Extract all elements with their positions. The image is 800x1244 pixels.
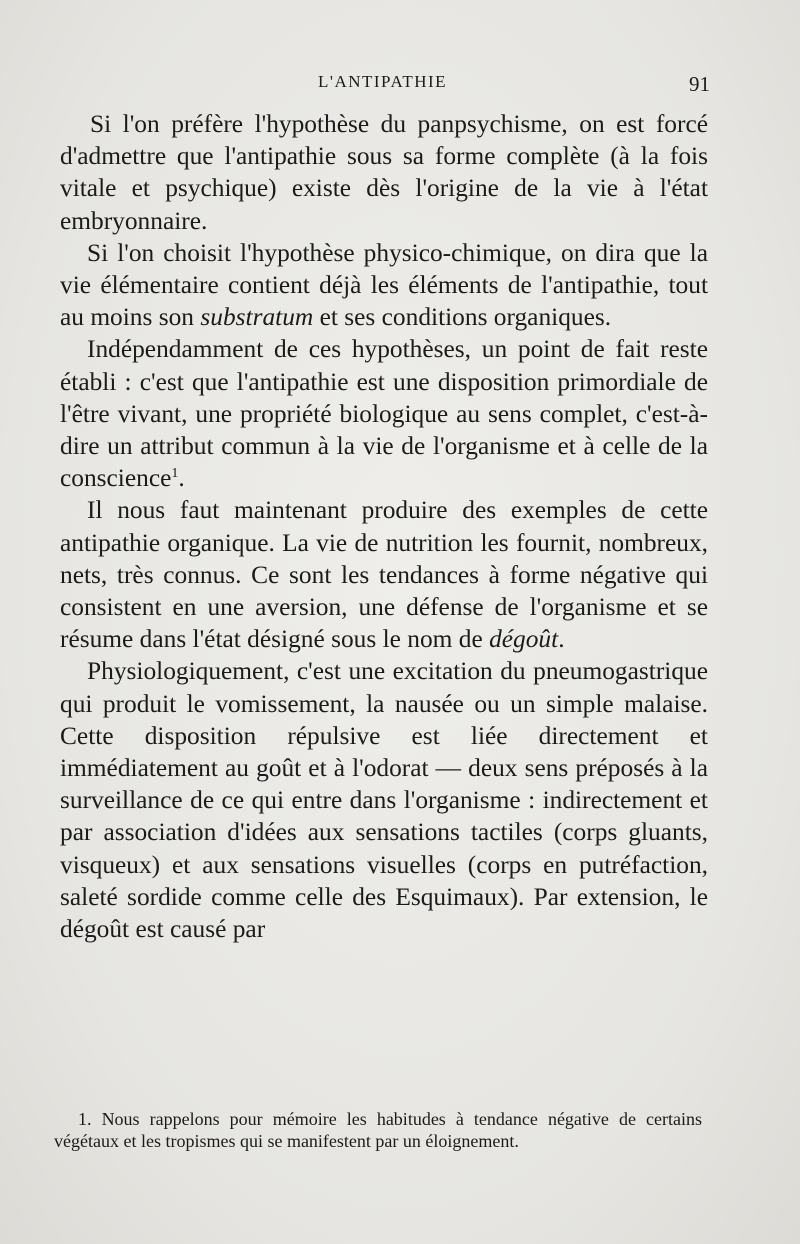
paragraph-text-continued: . (178, 464, 185, 493)
footnote (54, 1108, 702, 1152)
paragraph-text-continued: . (558, 625, 565, 654)
paragraph (60, 494, 708, 655)
footnote-reference: 1 (171, 466, 179, 482)
italic-term: substratum (200, 303, 314, 332)
italic-term: dégoût (489, 625, 559, 654)
paragraph (60, 333, 708, 494)
footnote-marker: 1. (78, 1109, 92, 1129)
paragraph (60, 108, 708, 237)
page-number: 91 (689, 72, 710, 96)
paragraph-text: Il nous faut maintenant produire des exemples de cette antipathie organique. La vie de nutrition les fournit, nombreux, nets, très connus. Ce sont les tendances à forme négative qui consistent en une aversion, une défense de l'organisme et se résume dans l'état désigné sous le nom de (60, 496, 708, 654)
paragraph-text: Si l'on préfère l'hypothèse du panpsychisme, on est forcé d'admettre que l'antipathie sous sa forme complète (à la fois vitale et psychique) existe dès l'origine de la vie à l'état embryonnaire. (60, 110, 708, 235)
paragraph-text: Indépendamment de ces hypothèses, un point de fait reste établi : c'est que l'antipathie est une disposition primordiale de l'être vivant, une propriété biologique au sens complet, c'est-à-dire un attribut commun à la vie de l'organisme et à celle de la conscience (60, 335, 708, 493)
paragraph (60, 237, 708, 334)
paragraph-text-continued: et ses conditions organiques. (319, 303, 612, 332)
body-text (60, 108, 708, 945)
running-title: L'ANTIPATHIE (318, 72, 448, 91)
paragraph-text: Si l'on choisit l'hypothèse physico-chimique, on dira que la vie élémentaire contient déjà les éléments de l'antipathie, tout au moins son (60, 238, 708, 332)
paragraph (60, 655, 708, 945)
footnote-text: Nous rappelons pour mémoire les habitudes à tendance négative de certains végétaux et les tropismes qui se manifestent par un éloignement. (54, 1109, 702, 1151)
footnote-paragraph (54, 1108, 702, 1152)
running-head (60, 70, 708, 100)
paragraph-text: Physiologiquement, c'est une excitation du pneumogastrique qui produit le vomissement, la nausée ou un simple malaise. Cette disposition répulsive est liée directement et immédiatement au goût et à l'odorat — deux sens préposés à la surveillance de ce qui entre dans l'organisme : indirectement et par association d'idées aux sensations tactiles (corps gluants, visqueux) et aux sensations visuelles (corps en putréfaction, saleté sordide comme celle des Esquimaux). Par extension, le dégoût est causé par (60, 657, 708, 944)
